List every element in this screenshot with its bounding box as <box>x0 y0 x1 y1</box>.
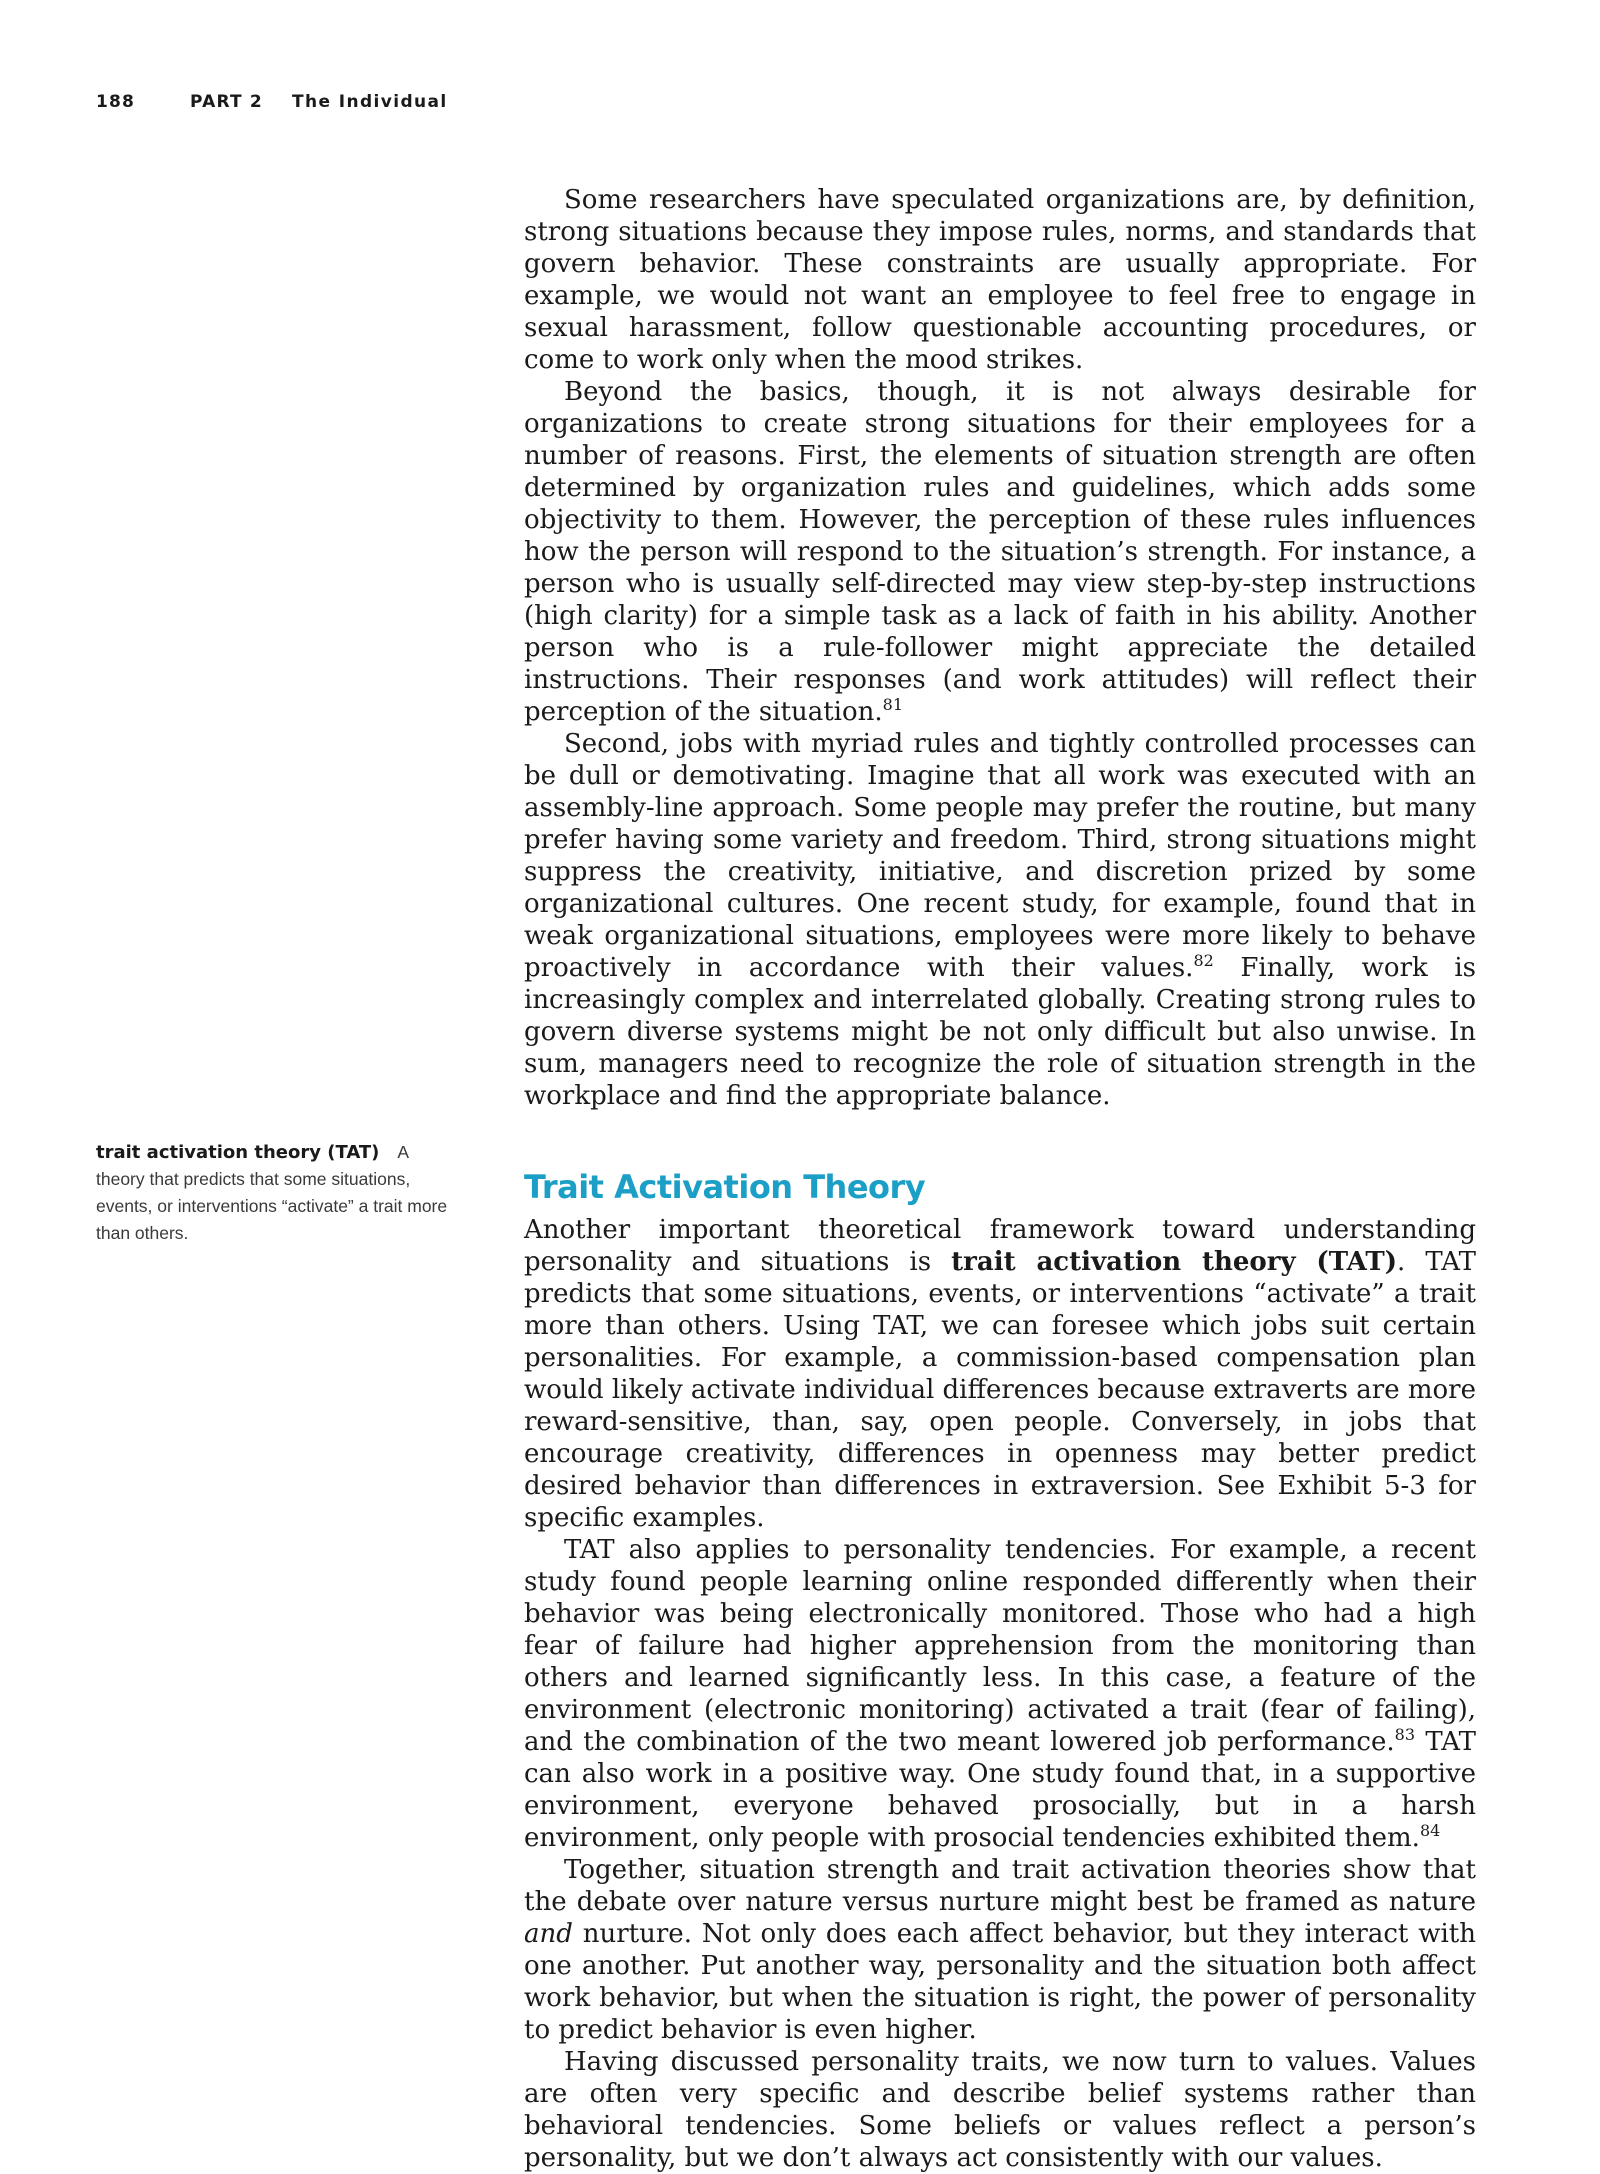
key-term: trait activation theory (TAT) <box>951 1247 1398 1277</box>
paragraph-3 <box>524 728 1476 1112</box>
glossary-definition: A theory that predicts that some situations, events, or interventions “activate” a trait more than others. <box>96 1142 448 1243</box>
glossary-term: trait activation theory (TAT) <box>96 1142 380 1163</box>
paragraph-4 <box>524 1214 1476 1534</box>
endnote-ref: 83 <box>1394 1725 1416 1744</box>
main-text <box>524 184 1476 2174</box>
paragraph-4-text-b: . TAT predicts that some situations, events, or interventions “activate” a trait more than others. Using TAT, we can foresee which jobs suit certain personalities. For example, a commission-based compensation plan would likely activate individual differences because extraverts are more reward-sensitive, than, say, open people. Conversely, in jobs that encourage creativity, differences in openness may better predict desired behavior than differences in extraversion. See Exhibit 5-3 for specific examples. <box>524 1247 1476 1533</box>
running-head <box>96 92 448 112</box>
endnote-ref: 84 <box>1419 1821 1441 1840</box>
paragraph-6 <box>524 1854 1476 2046</box>
paragraph-7-text: Having discussed personality traits, we now turn to values. Values are often very specific and describe belief systems rather than behavioral tendencies. Some beliefs or values reflect a person’s personality, but we don’t always act consistently with our values. <box>524 2047 1476 2173</box>
paragraph-6-text-b: nurture. Not only does each affect behavior, but they interact with one another. Put another way, personality and the situation both affect work behavior, but when the situation is right, the power of personality to predict behavior is even higher. <box>524 1919 1476 2045</box>
paragraph-4-text-a: Another important theoretical framework toward understanding personality and situations is <box>524 1215 1476 1277</box>
endnote-ref: 82 <box>1193 951 1214 970</box>
paragraph-1 <box>524 184 1476 376</box>
page-number: 188 <box>96 92 136 112</box>
paragraph-6-text-a: Together, situation strength and trait activation theories show that the debate over nature versus nurture might best be framed as nature <box>524 1855 1476 1917</box>
paragraph-3-text-b: Finally, work is increasingly complex and interrelated globally. Creating strong rules to govern diverse systems might be not only difficult but also unwise. In sum, managers need to recognize the role of situation strength in the workplace and find the appropriate balance. <box>524 953 1476 1111</box>
paragraph-1-text: Some researchers have speculated organizations are, by definition, strong situations because they impose rules, norms, and standards that govern behavior. These constraints are usually appropriate. For example, we would not want an employee to feel free to engage in sexual harassment, follow questionable accounting procedures, or come to work only when the mood strikes. <box>524 185 1476 375</box>
part-title: The Individual <box>292 92 448 112</box>
endnote-ref: 81 <box>882 695 904 714</box>
emphasis: and <box>524 1919 573 1949</box>
paragraph-5-text-a: TAT also applies to personality tendencies. For example, a recent study found people learning online responded differently when their behavior was being electronically monitored. Those who had a high fear of failure had higher apprehension from the monitoring than others and learned significantly less. In this case, a feature of the environment (electronic monitoring) activated a trait (fear of failing), and the combination of the two meant lowered job performance. <box>524 1535 1476 1757</box>
paragraph-5-text-b: TAT can also work in a positive way. One study found that, in a supportive environment, everyone behaved prosocially, but in a harsh environment, only people with prosocial tendencies exhibited them. <box>524 1727 1476 1853</box>
paragraph-2 <box>524 376 1476 728</box>
paragraph-2-text: Beyond the basics, though, it is not always desirable for organizations to create strong situations for their employees for a number of reasons. First, the elements of situation strength are often determined by organization rules and guidelines, which adds some objectivity to them. However, the perception of these rules influences how the person will respond to the situation’s strength. For instance, a person who is usually self-directed may view step-by-step instructions (high clarity) for a simple task as a lack of faith in his ability. Another person who is a rule-follower might appreciate the detailed instructions. Their responses (and work attitudes) will reflect their perception of the situation. <box>524 377 1476 727</box>
margin-glossary <box>96 1139 454 1247</box>
part-label: PART 2 <box>190 92 263 112</box>
paragraph-5 <box>524 1534 1476 1854</box>
paragraph-3-text-a: Second, jobs with myriad rules and tightly controlled processes can be dull or demotivating. Imagine that all work was executed with an assembly-line approach. Some people may prefer the routine, but many prefer having some variety and freedom. Third, strong situations might suppress the creativity, initiative, and discretion prized by some organizational cultures. One recent study, for example, found that in weak organizational situations, employees were more likely to behave proactively in accordance with their values. <box>524 729 1476 983</box>
paragraph-7 <box>524 2046 1476 2174</box>
section-heading: Trait Activation Theory <box>524 1168 926 1206</box>
